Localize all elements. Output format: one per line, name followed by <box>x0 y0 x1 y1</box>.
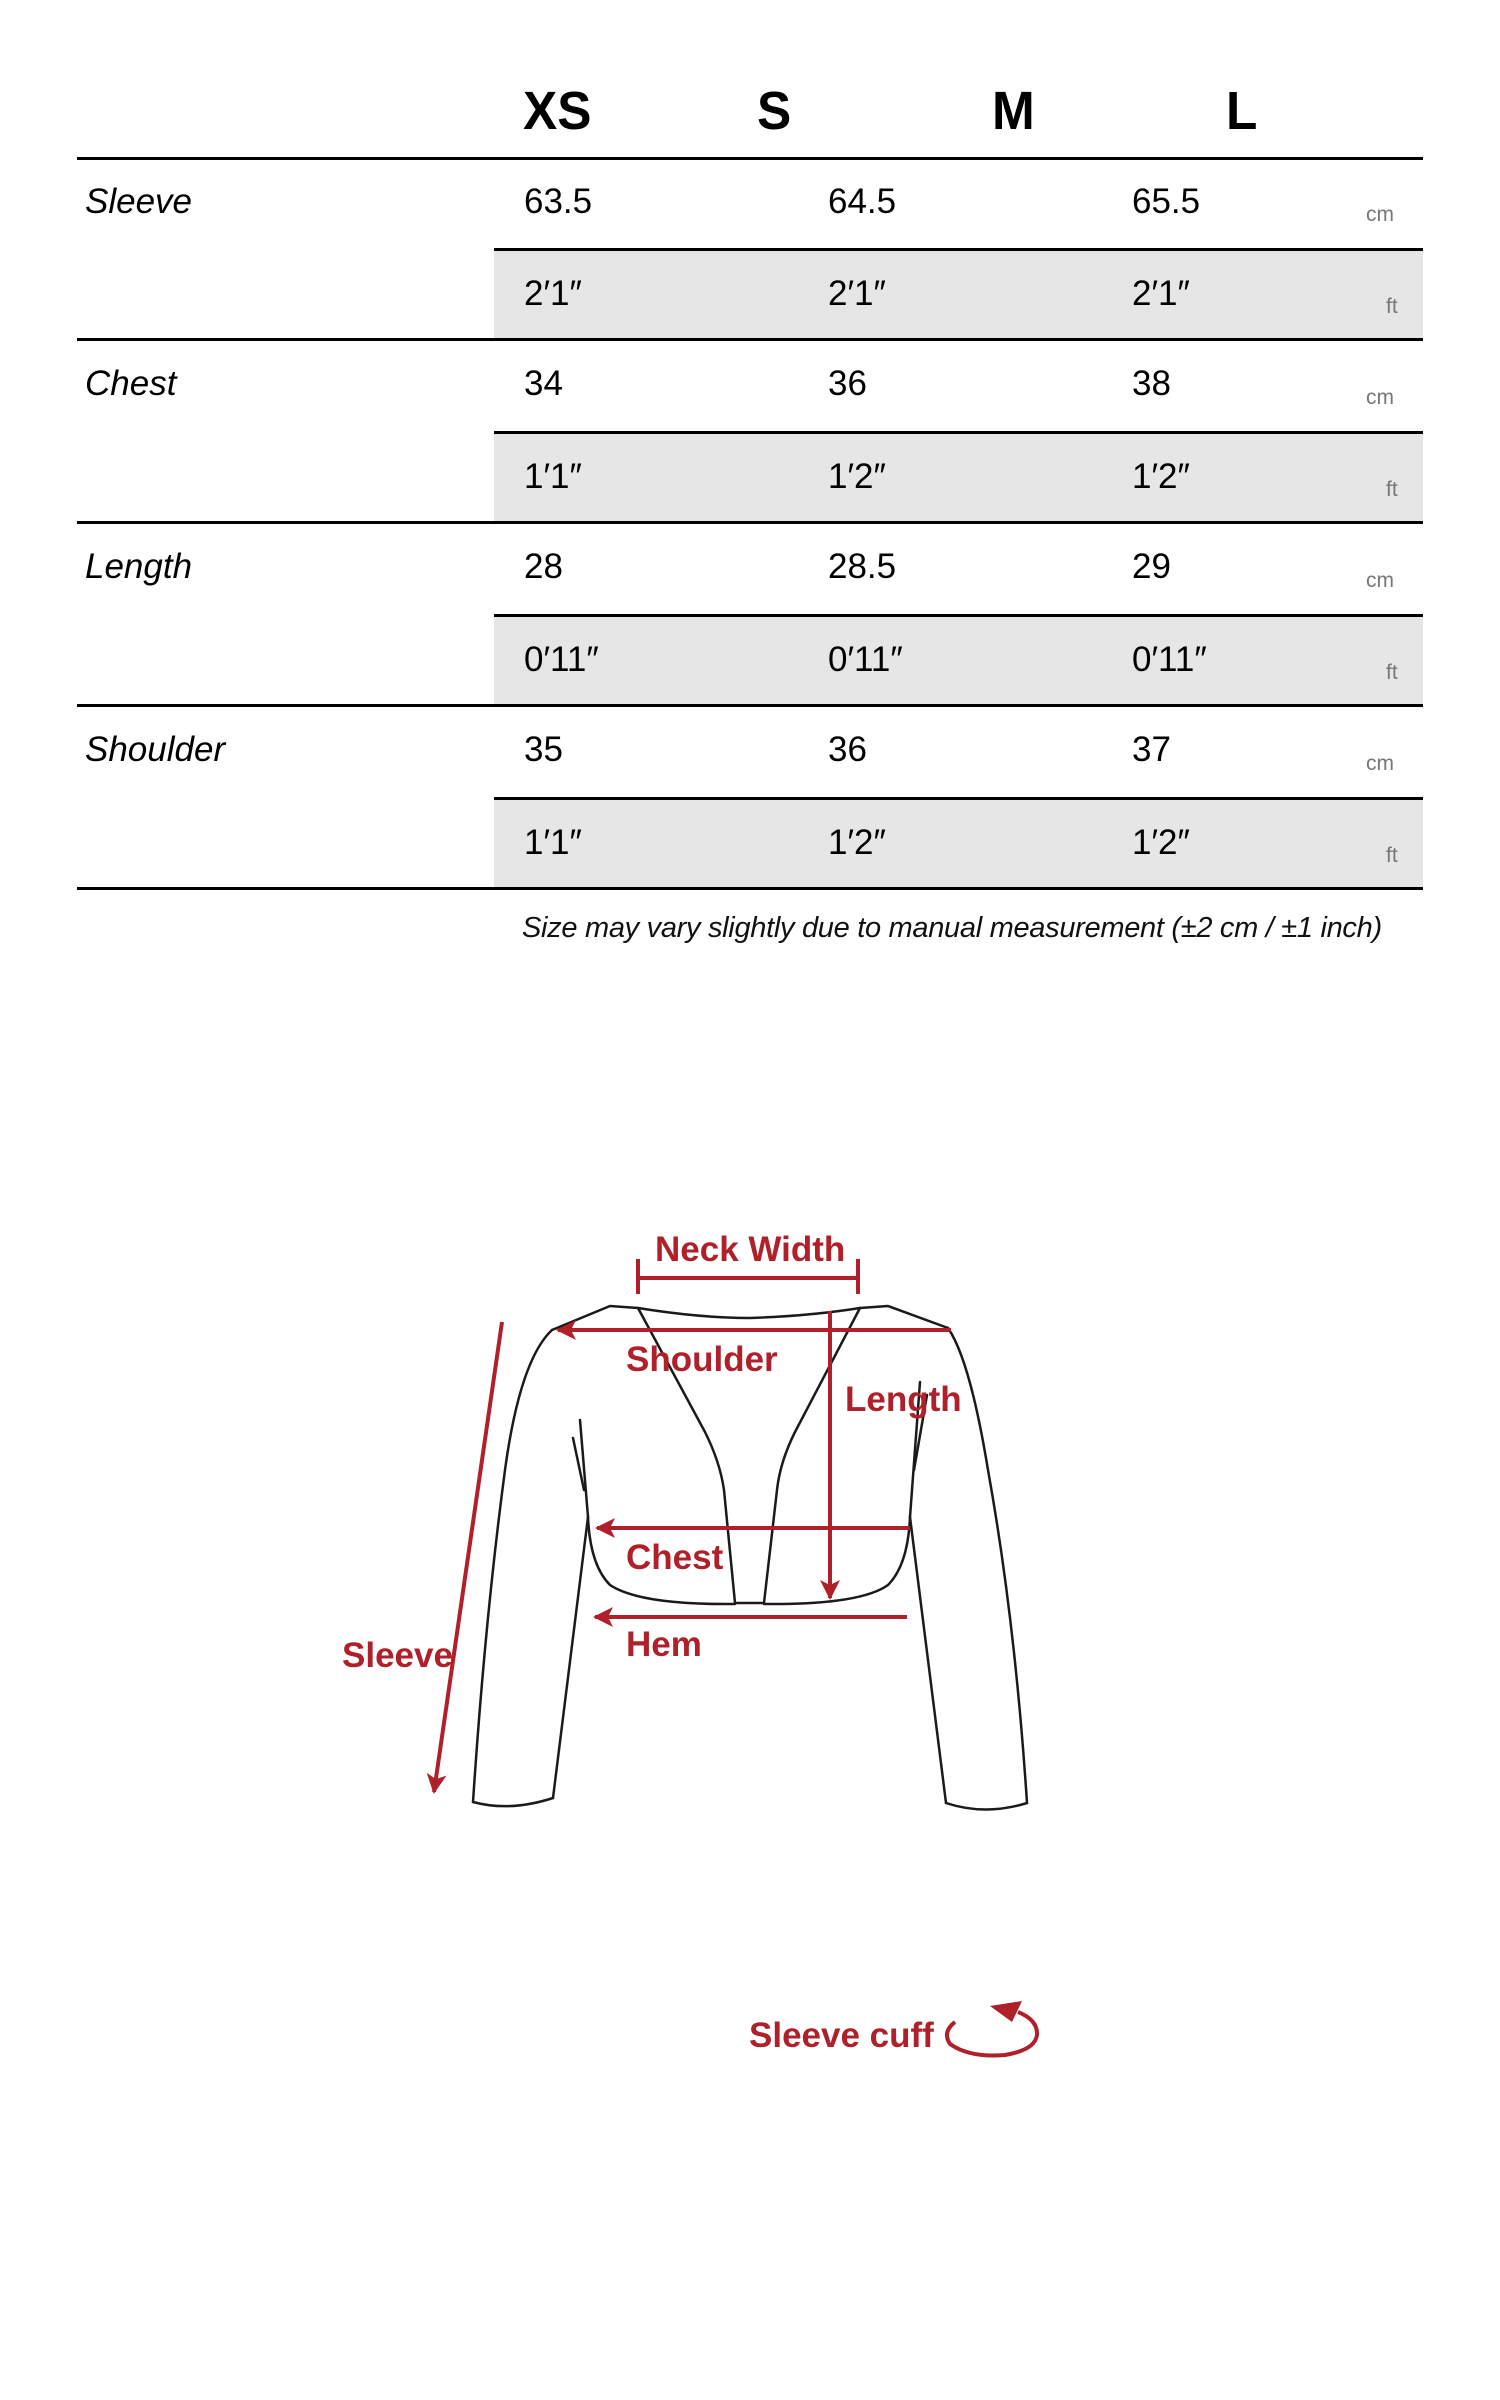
unit-ft: ft <box>1386 295 1398 318</box>
table-cell: 1′2″ <box>828 457 886 496</box>
label-length: Length <box>845 1380 962 1419</box>
unit-cm: cm <box>1366 569 1394 592</box>
label-chest: Chest <box>626 1538 724 1577</box>
table-cell: 65.5 <box>1132 182 1201 221</box>
table-cell: 34 <box>524 364 563 403</box>
sleeve-arrow-icon <box>434 1322 502 1792</box>
unit-cm: cm <box>1366 203 1394 226</box>
row-label-shoulder: Shoulder <box>85 730 226 769</box>
table-cell: 0′11″ <box>828 640 903 679</box>
measurement-note: Size may vary slightly due to manual measurement (±2 cm / ±1 inch) <box>522 912 1382 944</box>
table-cell: 38 <box>1132 364 1171 403</box>
table-cell: 36 <box>828 364 867 403</box>
unit-ft: ft <box>1386 661 1398 684</box>
table-cell: 37 <box>1132 730 1171 769</box>
table-cell: 29 <box>1132 547 1171 586</box>
size-header-s: S <box>757 81 792 141</box>
table-cell: 2′1″ <box>524 274 582 313</box>
label-hem: Hem <box>626 1625 702 1664</box>
table-cell: 64.5 <box>828 182 897 221</box>
label-neck-width: Neck Width <box>655 1230 846 1269</box>
unit-ft: ft <box>1386 844 1398 867</box>
label-shoulder: Shoulder <box>626 1340 778 1379</box>
row-label-sleeve: Sleeve <box>85 182 193 221</box>
table-cell: 2′1″ <box>828 274 886 313</box>
unit-ft: ft <box>1386 478 1398 501</box>
size-header-l: L <box>1226 81 1258 141</box>
table-cell: 63.5 <box>524 182 593 221</box>
size-header-xs: XS <box>523 81 592 141</box>
table-cell: 1′1″ <box>524 457 582 496</box>
table-cell: 1′2″ <box>1132 823 1190 862</box>
label-sleeve-cuff: Sleeve cuff <box>749 2016 934 2055</box>
table-cell: 0′11″ <box>524 640 599 679</box>
row-label-length: Length <box>85 547 193 586</box>
table-cell: 28 <box>524 547 563 586</box>
table-cell: 1′2″ <box>828 823 886 862</box>
size-header-m: M <box>992 81 1035 141</box>
table-cell: 1′1″ <box>524 823 582 862</box>
table-cell: 2′1″ <box>1132 274 1190 313</box>
unit-cm: cm <box>1366 752 1394 775</box>
unit-cm: cm <box>1366 386 1394 409</box>
table-cell: 36 <box>828 730 867 769</box>
sleeve-cuff-loop-icon <box>947 2001 1037 2056</box>
label-sleeve: Sleeve <box>342 1636 453 1675</box>
table-cell: 1′2″ <box>1132 457 1190 496</box>
table-cell: 35 <box>524 730 563 769</box>
table-cell: 0′11″ <box>1132 640 1207 679</box>
row-label-chest: Chest <box>85 364 177 403</box>
table-cell: 28.5 <box>828 547 897 586</box>
